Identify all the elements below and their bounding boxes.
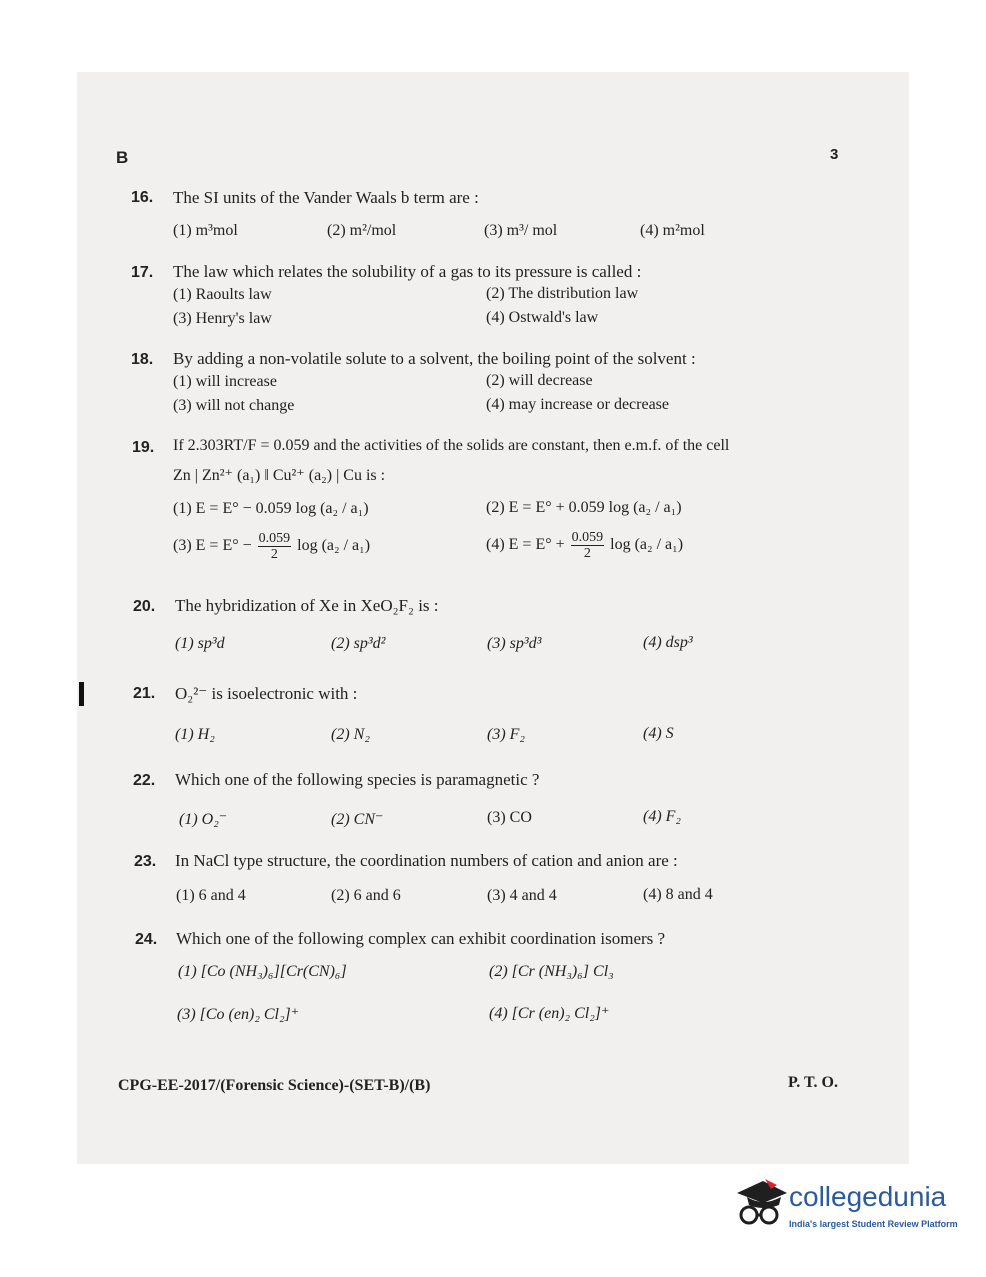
fraction-numerator: 0.059 bbox=[258, 531, 291, 546]
option-suffix: log (a₂ / a₁) bbox=[610, 536, 684, 554]
margin-mark bbox=[79, 682, 84, 706]
option-prefix: (4) E = E° + bbox=[486, 536, 565, 554]
pto-label: P. T. O. bbox=[788, 1074, 838, 1091]
option: (1) H₂ bbox=[175, 726, 215, 743]
option: (4) F₂ bbox=[643, 808, 681, 825]
option: (3) F₂ bbox=[487, 726, 525, 743]
question-text: The hybridization of Xe in XeO₂F₂ is : bbox=[175, 596, 439, 615]
question-number: 17. bbox=[131, 264, 154, 281]
question-text: In NaCl type structure, the coordination numbers of cation and anion are : bbox=[175, 851, 678, 870]
option: (4) Ostwald's law bbox=[486, 309, 599, 326]
question-text: The law which relates the solubility of a gas to its pressure is called : bbox=[173, 262, 642, 281]
option-3 bbox=[173, 531, 370, 562]
option: (3) m³/ mol bbox=[484, 222, 558, 239]
option: (1) 6 and 4 bbox=[176, 887, 246, 904]
option: (1) [Co (NH₃)₆][Cr(CN)₆] bbox=[178, 963, 347, 980]
option: (2) [Cr (NH₃)₆] Cl₃ bbox=[489, 963, 614, 980]
option: (4) S bbox=[643, 725, 674, 742]
logo-wordmark: collegedunia bbox=[789, 1181, 947, 1212]
set-label: B bbox=[116, 148, 129, 167]
fraction bbox=[258, 531, 292, 562]
option: (3) will not change bbox=[173, 397, 295, 414]
option-prefix: (3) E = E° − bbox=[173, 537, 252, 555]
option: (2) N₂ bbox=[331, 726, 370, 743]
option: (1) O₂⁻ bbox=[179, 811, 228, 828]
option-suffix: log (a₂ / a₁) bbox=[297, 537, 371, 555]
question-number: 22. bbox=[133, 772, 156, 789]
option: (3) Henry's law bbox=[173, 310, 272, 327]
option: (2) 6 and 6 bbox=[331, 887, 401, 904]
option: (1) m³mol bbox=[173, 222, 238, 239]
option-4 bbox=[486, 530, 683, 561]
fraction-denominator: 2 bbox=[270, 547, 278, 562]
option: (3) sp³d³ bbox=[487, 635, 542, 652]
question-number: 19. bbox=[132, 439, 155, 456]
question-text: Which one of the following species is paramagnetic ? bbox=[175, 770, 540, 789]
option: (3) [Co (en)₂ Cl₂]⁺ bbox=[177, 1006, 300, 1023]
option: (2) CN⁻ bbox=[331, 811, 384, 828]
option: (1) Raoults law bbox=[173, 286, 272, 303]
option: (1) sp³d bbox=[175, 635, 225, 652]
option: (2) The distribution law bbox=[486, 285, 639, 302]
question-number: 24. bbox=[135, 931, 158, 948]
option: (2) m²/mol bbox=[327, 222, 397, 239]
option: (4) may increase or decrease bbox=[486, 396, 669, 413]
question-number: 21. bbox=[133, 685, 156, 702]
question-text: If 2.303RT/F = 0.059 and the activities of the solids are constant, then e.m.f. of the cell bbox=[173, 437, 730, 454]
exam-code: CPG-EE-2017/(Forensic Science)-(SET-B)/(B) bbox=[118, 1077, 431, 1094]
option: (3) CO bbox=[487, 809, 532, 826]
option: (4) m²mol bbox=[640, 222, 705, 239]
question-number: 18. bbox=[131, 351, 154, 368]
option: (1) E = E° − 0.059 log (a₂ / a₁) bbox=[173, 500, 369, 517]
fraction-numerator: 0.059 bbox=[571, 530, 604, 545]
question-number: 20. bbox=[133, 598, 156, 615]
option: (1) will increase bbox=[173, 373, 277, 390]
cell-notation: Zn | Zn²⁺ (a₁) ‖ Cu²⁺ (a₂) | Cu is : bbox=[173, 467, 386, 484]
question-number: 23. bbox=[134, 853, 157, 870]
question-number: 16. bbox=[131, 189, 154, 206]
option: (4) 8 and 4 bbox=[643, 886, 713, 903]
question-text: By adding a non-volatile solute to a solvent, the boiling point of the solvent : bbox=[173, 349, 696, 368]
logo-tagline: India's largest Student Review Platform bbox=[789, 1219, 958, 1229]
option: (2) E = E° + 0.059 log (a₂ / a₁) bbox=[486, 499, 682, 516]
option: (2) will decrease bbox=[486, 372, 593, 389]
fraction bbox=[571, 530, 605, 561]
option: (2) sp³d² bbox=[331, 635, 386, 652]
question-text: The SI units of the Vander Waals b term are : bbox=[173, 188, 479, 207]
option: (3) 4 and 4 bbox=[487, 887, 557, 904]
option: (4) dsp³ bbox=[643, 634, 693, 651]
fraction-denominator: 2 bbox=[583, 546, 591, 561]
question-text: Which one of the following complex can exhibit coordination isomers ? bbox=[176, 929, 666, 948]
option: (4) [Cr (en)₂ Cl₂]⁺ bbox=[489, 1005, 610, 1022]
page-number: 3 bbox=[830, 146, 839, 163]
question-text: O₂²⁻ is isoelectronic with : bbox=[175, 684, 358, 703]
